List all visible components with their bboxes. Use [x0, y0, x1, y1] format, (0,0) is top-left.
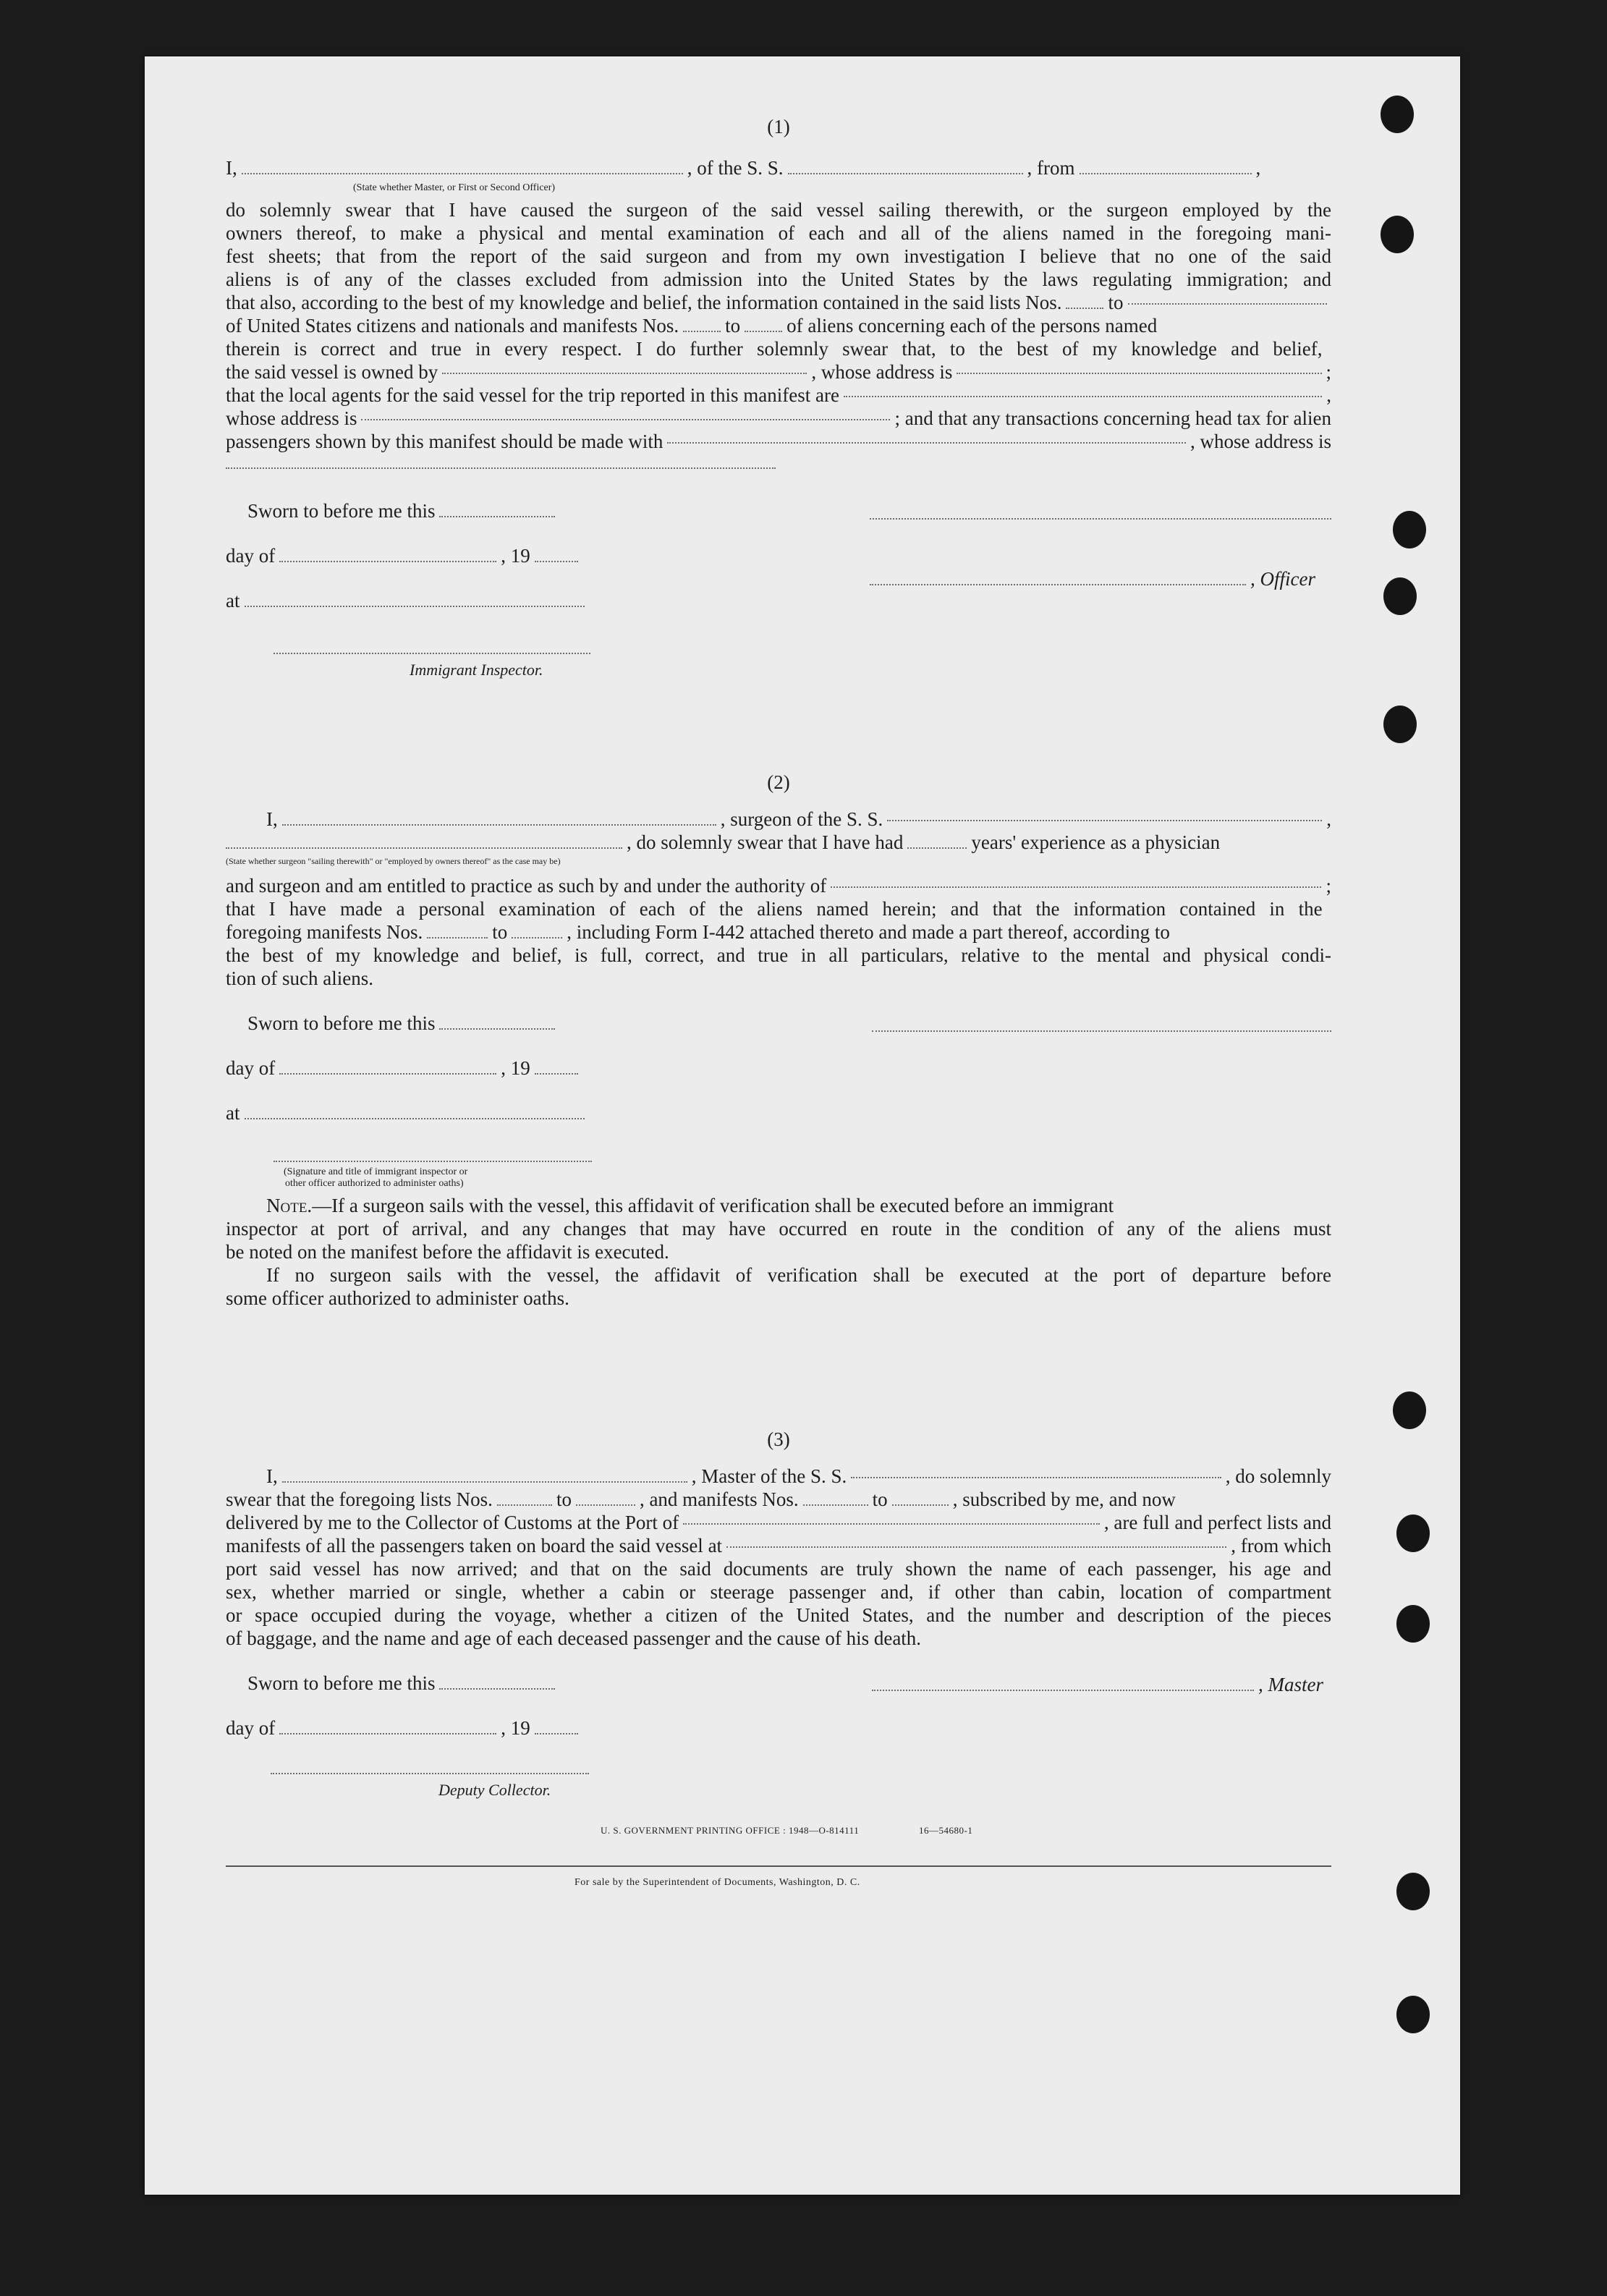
punch-hole	[1396, 1996, 1430, 2033]
affidavit-line: owners thereof, to make a physical and mental examination of each and all of the aliens named in the foregoing mani-	[226, 222, 1331, 244]
affidavit-line: swear that the foregoing lists Nos. to , and manifests Nos. to , subscribed by me, and now	[226, 1488, 1176, 1510]
affidavit-line: manifests of all the passengers taken on board the said vessel at , from which	[226, 1535, 1331, 1556]
signature-instruction: other officer authorized to administer oaths)	[285, 1178, 464, 1189]
affidavit-line: the said vessel is owned by , whose address is ;	[226, 361, 1332, 383]
affidavit-line: that also, according to the best of my knowledge and belief, the information contained in the said lists Nos. to	[226, 291, 1331, 314]
note-line: inspector at port of arrival, and any changes that may have occurred en route in the condition of any of the aliens must	[226, 1218, 1331, 1240]
punch-hole	[1381, 96, 1414, 133]
form-number: 16—54680-1	[919, 1825, 973, 1836]
inspector-signature-blank	[274, 653, 590, 654]
affidavit-line: delivered by me to the Collector of Customs at the Port of , are full and perfect lists and	[226, 1512, 1331, 1533]
collector-label: Deputy Collector.	[438, 1781, 551, 1799]
signature-instruction: (Signature and title of immigrant inspector or	[284, 1166, 468, 1177]
punch-hole	[1383, 706, 1417, 743]
affidavit-line: of United States citizens and nationals and manifests Nos. to of aliens concerning each of the persons named	[226, 315, 1158, 336]
field-instruction: (State whether Master, or First or Second Officer)	[353, 182, 556, 193]
signature-blank	[872, 1030, 1331, 1032]
affidavit-line: and surgeon and am entitled to practice as such by and under the authority of ;	[226, 875, 1331, 897]
sworn-line: Sworn to before me this	[247, 1012, 1353, 1035]
inspector-label: Immigrant Inspector.	[410, 661, 543, 679]
date-line: day of , 19	[226, 1716, 1331, 1740]
place-line: at	[226, 1101, 1331, 1124]
officer-signature: , Officer	[870, 567, 1331, 590]
punch-hole	[1393, 1391, 1426, 1429]
affidavit-line: foregoing manifests Nos. to , including Form I-442 attached thereto and made a part thereof, according to	[226, 921, 1170, 943]
collector-signature-blank	[271, 1773, 589, 1774]
affidavit-line: I, , surgeon of the S. S. ,	[266, 808, 1331, 830]
punch-hole	[1396, 1515, 1430, 1552]
document-page	[145, 56, 1460, 2195]
field-instruction: (State whether surgeon "sailing therewith" or "employed by owners thereof" as the case may be)	[226, 856, 561, 866]
punch-hole	[1393, 511, 1426, 548]
place-line: at	[226, 589, 1331, 612]
sworn-line: Sworn to before me this	[247, 1672, 1353, 1695]
affidavit-2	[226, 771, 1331, 1394]
affidavit-line: port said vessel has now arrived; and that on the said documents are truly shown the name of each passenger, his age and	[226, 1558, 1331, 1580]
affidavit-line: that I have made a personal examination of each of the aliens named herein; and that the information contained in the	[226, 898, 1323, 920]
sale-notice: For sale by the Superintendent of Documents, Washington, D. C.	[574, 1877, 860, 1888]
note-line: be noted on the manifest before the affidavit is executed.	[226, 1241, 669, 1263]
affidavit-line: therein is correct and true in every respect. I do further solemnly swear that, to the best of my knowledge and belief,	[226, 338, 1323, 360]
affidavit-line: fest sheets; that from the report of the said surgeon and from my own investigation I believe that no one of the said	[226, 245, 1331, 267]
signature-blank	[870, 518, 1331, 520]
punch-hole	[1383, 577, 1417, 615]
signature-blank	[274, 1161, 592, 1162]
date-line: day of , 19	[226, 1056, 1331, 1080]
sworn-line: Sworn to before me this	[247, 499, 1353, 522]
note-line: some officer authorized to administer oaths.	[226, 1287, 569, 1309]
section-heading: (1)	[767, 116, 790, 137]
note-line: Note.—If a surgeon sails with the vessel, this affidavit of verification shall be executed before an immigrant	[266, 1195, 1114, 1216]
affidavit-line: do solemnly swear that I have caused the surgeon of the said vessel sailing therewith, or the surgeon employed by the	[226, 199, 1331, 221]
note-line: If no surgeon sails with the vessel, the affidavit of verification shall be executed at the port of departure before	[266, 1264, 1331, 1286]
punch-hole	[1396, 1873, 1430, 1910]
affidavit-line: whose address is ; and that any transactions concerning head tax for alien	[226, 407, 1331, 429]
printing-office-imprint: U. S. GOVERNMENT PRINTING OFFICE : 1948—O-814111	[601, 1825, 860, 1836]
affidavit-3	[226, 1428, 1331, 1935]
affidavit-line: sex, whether married or single, whether a cabin or steerage passenger and, if other than cabin, location of compartment	[226, 1581, 1331, 1603]
affidavit-line: or space occupied during the voyage, whether a citizen of the United States, and the number and description of the pieces	[226, 1604, 1331, 1626]
punch-hole	[1381, 216, 1414, 253]
section-heading: (2)	[767, 771, 790, 793]
affidavit-line: tion of such aliens.	[226, 967, 373, 989]
affidavit-line: aliens is of any of the classes excluded from admission into the United States by the laws regulating immigration; and	[226, 268, 1331, 290]
affidavit-line: , do solemnly swear that I have had years' experience as a physician	[226, 831, 1331, 854]
date-line: day of , 19	[226, 544, 1331, 567]
punch-hole	[1396, 1605, 1430, 1643]
affidavit-line: of baggage, and the name and age of each deceased passenger and the cause of his death.	[226, 1627, 922, 1649]
affidavit-line: I, , of the S. S. , from ,	[226, 157, 1261, 179]
master-signature: , Master	[872, 1673, 1331, 1696]
affidavit-line: the best of my knowledge and belief, is full, correct, and true in all particulars, relative to the mental and physical condi-	[226, 944, 1331, 966]
affidavit-line: I, , Master of the S. S. , do solemnly	[266, 1465, 1331, 1487]
address-blank	[226, 467, 776, 469]
affidavit-1	[226, 116, 1331, 738]
affidavit-line: that the local agents for the said vessel for the trip reported in this manifest are ,	[226, 384, 1331, 406]
affidavit-line: passengers shown by this manifest should be made with , whose address is	[226, 431, 1331, 452]
footer-rule	[226, 1865, 1331, 1867]
section-heading: (3)	[767, 1428, 790, 1450]
